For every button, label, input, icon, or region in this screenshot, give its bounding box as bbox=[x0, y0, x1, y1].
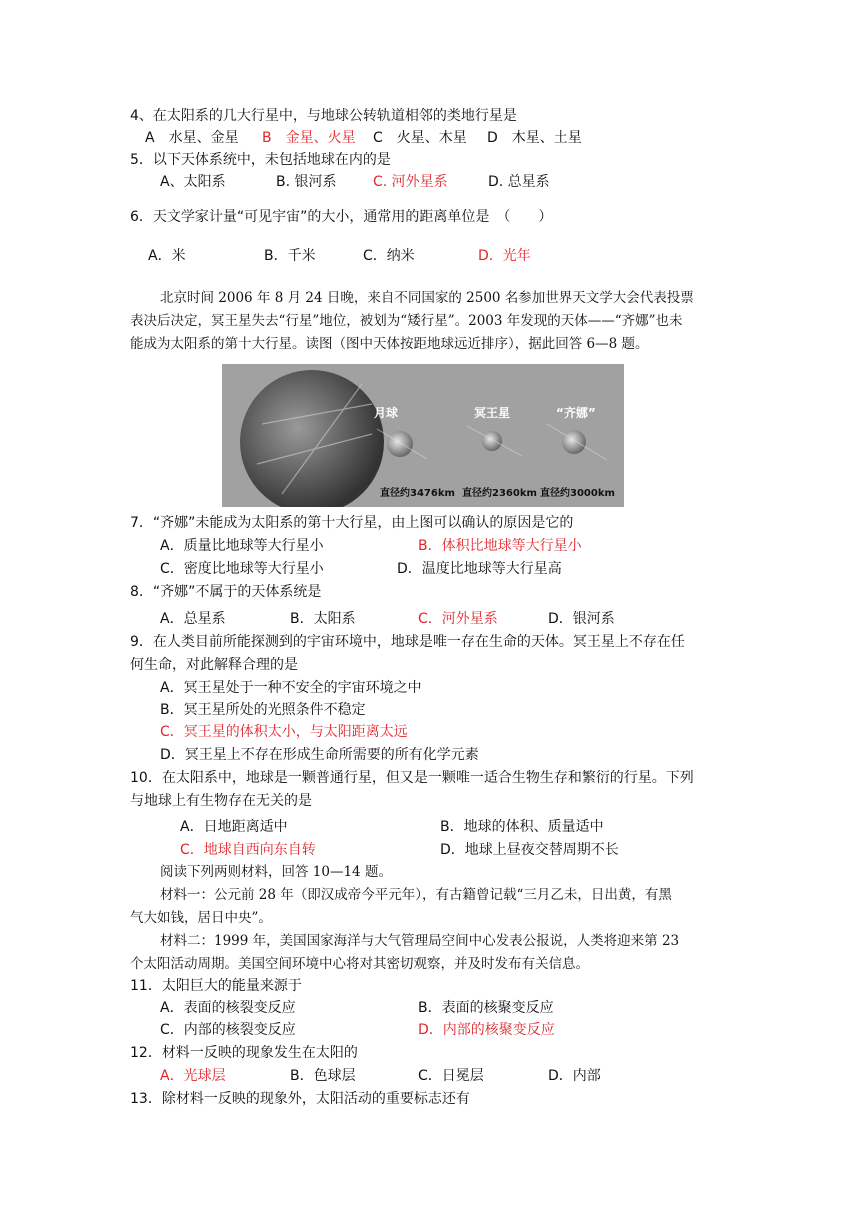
q8-option-c: C．河外星系 bbox=[418, 611, 498, 627]
label-moon: 月球 bbox=[374, 406, 399, 420]
q11-stem: 11．太阳巨大的能量来源于 bbox=[130, 978, 302, 994]
q10-stem-line-2: 与地球上有生物存在无关的是 bbox=[130, 793, 312, 809]
planet-comparison-figure bbox=[222, 364, 624, 507]
passage1-line-1: 北京时间 2006 年 8 月 24 日晚，来自不同国家的 2500 名参加世界天文学大会代表投票 bbox=[160, 290, 694, 306]
q5-option-b: B. 银河系 bbox=[276, 174, 337, 190]
q6-option-c: C．纳米 bbox=[363, 248, 415, 264]
passage2-line-2: 材料一：公元前 28 年（即汉成帝今平元年），有古籍曾记载“三月乙未，日出黄，有黑 bbox=[160, 887, 672, 903]
q10-option-b: B．地球的体积、质量适中 bbox=[440, 819, 604, 835]
q12-stem: 12．材料一反映的现象发生在太阳的 bbox=[130, 1045, 358, 1061]
passage1-line-2: 表决后决定，冥王星失去“行星”地位，被划为“矮行星”。2003 年发现的天体——“齐娜”也未 bbox=[130, 313, 683, 329]
q8-option-a: A．总星系 bbox=[160, 611, 226, 627]
label-pluto: 冥王星 bbox=[474, 406, 511, 420]
q9-option-a: A．冥王星处于一种不安全的宇宙环境之中 bbox=[160, 680, 422, 696]
q5-option-c: C. 河外星系 bbox=[373, 174, 448, 190]
moon-shape bbox=[387, 431, 413, 457]
passage2-line-4: 材料二：1999 年，美国国家海洋与大气管理局空间中心发表公报说，人类将迎来第 23 bbox=[160, 933, 680, 949]
q9-stem-line-2: 何生命，对此解释合理的是 bbox=[130, 657, 298, 673]
q7-option-a: A．质量比地球等大行星小 bbox=[160, 538, 324, 554]
q8-option-d: D．银河系 bbox=[548, 611, 615, 627]
q12-option-d: D．内部 bbox=[548, 1068, 601, 1084]
q7-option-b: B．体积比地球等大行星小 bbox=[418, 538, 582, 554]
q4-option-d: D 木星、土星 bbox=[487, 130, 582, 146]
q11-option-c: C．内部的核裂变反应 bbox=[160, 1022, 296, 1038]
passage1-line-3: 能成为太阳系的第十大行星。读图（图中天体按距地球远近排序），据此回答 6—8 题。 bbox=[130, 336, 649, 352]
q6-option-b: B．千米 bbox=[264, 248, 316, 264]
q9-stem-line-1: 9．在人类目前所能探测到的宇宙环境中，地球是唯一存在生命的天体。冥王星上不存在任 bbox=[130, 634, 685, 650]
diameter-xena: 直径约3000km bbox=[540, 488, 615, 499]
q11-option-b: B．表面的核聚变反应 bbox=[418, 1000, 554, 1016]
diameter-moon: 直径约3476km bbox=[380, 488, 455, 499]
q4-option-c: C 火星、木星 bbox=[373, 130, 467, 146]
q7-option-d: D．温度比地球等大行星高 bbox=[397, 561, 562, 577]
q11-option-d: D．内部的核聚变反应 bbox=[418, 1022, 555, 1038]
q9-option-c: C．冥王星的体积太小，与太阳距离太远 bbox=[160, 724, 408, 740]
q5-option-d: D. 总星系 bbox=[488, 174, 550, 190]
q9-option-b: B．冥王星所处的光照条件不稳定 bbox=[160, 702, 366, 718]
q10-option-c: C．地球自西向东自转 bbox=[180, 842, 316, 858]
diameter-pluto: 直径约2360km bbox=[462, 488, 537, 499]
q10-stem-line-1: 10．在太阳系中，地球是一颗普通行星，但又是一颗唯一适合生物生存和繁衍的行星。下列 bbox=[130, 770, 694, 786]
q4-option-b: B 金星、火星 bbox=[262, 130, 356, 146]
q4-option-a: A 水星、金星 bbox=[145, 130, 239, 146]
q10-option-d: D．地球上昼夜交替周期不长 bbox=[440, 842, 619, 858]
q7-option-c: C．密度比地球等大行星小 bbox=[160, 561, 324, 577]
passage2-line-3: 气大如钱，居日中央”。 bbox=[130, 910, 272, 926]
q6-stem: 6．天文学家计量“可见宇宙”的大小，通常用的距离单位是 （ ） bbox=[130, 209, 553, 225]
xena-shape bbox=[562, 430, 586, 454]
q12-option-c: C．日冕层 bbox=[418, 1068, 484, 1084]
q13-stem: 13．除材料一反映的现象外，太阳活动的重要标志还有 bbox=[130, 1091, 470, 1107]
pluto-shape bbox=[482, 431, 502, 451]
passage2-line-1: 阅读下列两则材料，回答 10—14 题。 bbox=[160, 864, 392, 880]
q5-stem: 5．以下天体系统中，未包括地球在内的是 bbox=[130, 152, 391, 168]
q12-option-b: B．色球层 bbox=[290, 1068, 356, 1084]
q7-stem: 7．“齐娜”未能成为太阳系的第十大行星，由上图可以确认的原因是它的 bbox=[130, 515, 574, 531]
q4-stem: 4、在太阳系的几大行星中，与地球公转轨道相邻的类地行星是 bbox=[130, 108, 517, 124]
q6-option-a: A．米 bbox=[148, 248, 186, 264]
q9-option-d: D．冥王星上不存在形成生命所需要的所有化学元素 bbox=[160, 747, 479, 763]
label-xena: “齐娜” bbox=[556, 406, 596, 420]
q8-stem: 8．“齐娜”不属于的天体系统是 bbox=[130, 584, 322, 600]
q11-option-a: A．表面的核裂变反应 bbox=[160, 1000, 296, 1016]
q6-option-d: D．光年 bbox=[478, 248, 531, 264]
q8-option-b: B．太阳系 bbox=[290, 611, 356, 627]
passage2-line-5: 个太阳活动周期。美国空间环境中心将对其密切观察，并及时发布有关信息。 bbox=[130, 956, 589, 972]
q5-option-a: A、太阳系 bbox=[160, 174, 226, 190]
q10-option-a: A．日地距离适中 bbox=[180, 819, 288, 835]
q12-option-a: A．光球层 bbox=[160, 1068, 226, 1084]
